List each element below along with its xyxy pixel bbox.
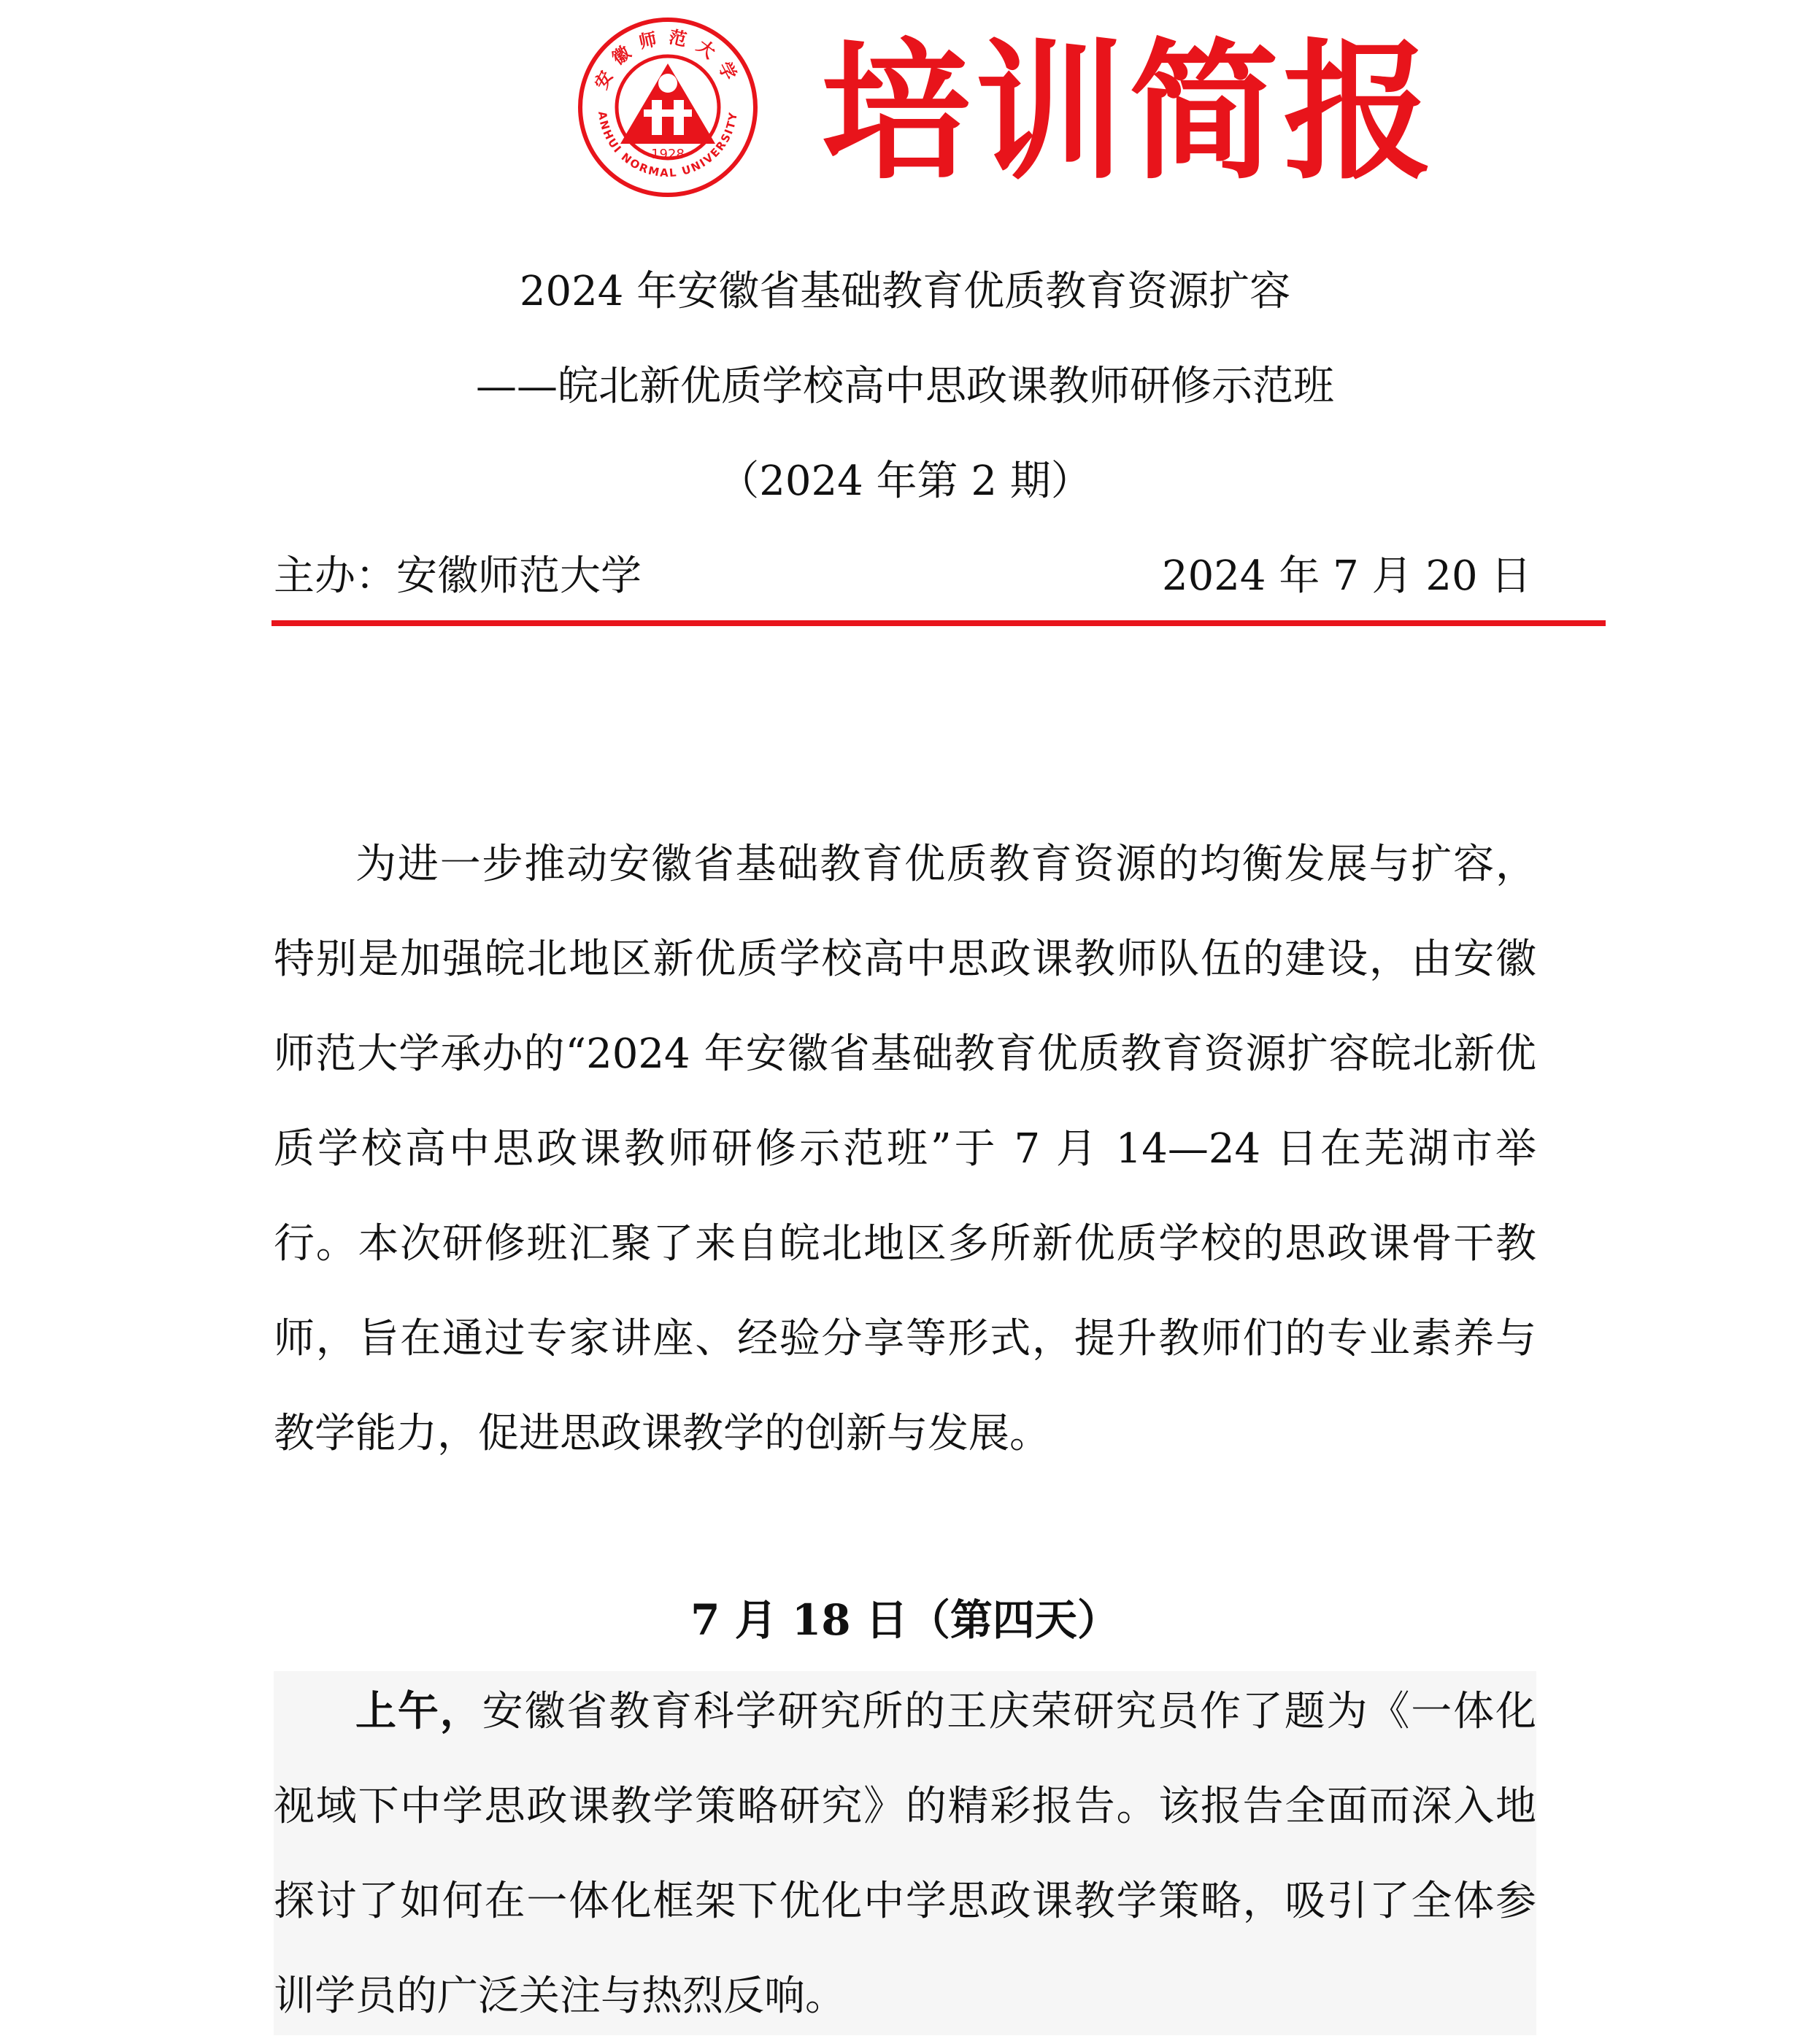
seal-arc-bottom-text: ANHUI NORMAL UNIVERSITY bbox=[596, 110, 740, 180]
day-heading: 7 月 18 日（第四天） bbox=[690, 1595, 1120, 1645]
seal-arc-top-text: 安徽师范大学 bbox=[590, 26, 745, 93]
morning-paragraph bbox=[274, 1664, 1536, 2044]
report-title-line-2: ——皖北新优质学校高中思政课教师研修示范班 bbox=[476, 363, 1334, 410]
issue-date: 2024 年 7 月 20 日 bbox=[1162, 552, 1532, 600]
morning-text: 安徽省教育科学研究所的王庆荣研究员作了题为《一体化视域下中学思政课教学策略研究》的精彩报告。该报告全面而深入地探讨了如何在一体化框架下优化中学思政课教学策略，吸引了全体参训学员的广泛关注与热烈反响。 bbox=[274, 1688, 1537, 2020]
masthead-title: 培训简报 bbox=[821, 26, 1437, 200]
university-seal-logo bbox=[577, 16, 759, 198]
intro-paragraph: 为进一步推动安徽省基础教育优质教育资源的均衡发展与扩容，特别是加强皖北地区新优质学校高中思政课教师队伍的建设，由安徽师范大学承办的“2024 年安徽省基础教育优质教育资源扩容皖北新优质学校高中思政课教师研修示范班”于 7 月 14—24 日在芜湖市举行。本次研修班汇聚了来自皖北地区多所新优质学校的思政课骨干教师，旨在通过专家讲座、经验分享等形式，提升教师们的专业素养与教学能力，促进思政课教学的创新与发展。 bbox=[274, 841, 1536, 1457]
seal-year-text: 1928 bbox=[651, 147, 685, 162]
header-divider bbox=[272, 620, 1606, 626]
morning-lead: 上午， bbox=[355, 1687, 482, 1735]
sponsor-label: 主办：安徽师范大学 bbox=[274, 552, 642, 600]
issue-number: （2024 年第 2 期） bbox=[718, 458, 1092, 505]
report-title-line-1: 2024 年安徽省基础教育优质教育资源扩容 bbox=[519, 268, 1291, 315]
